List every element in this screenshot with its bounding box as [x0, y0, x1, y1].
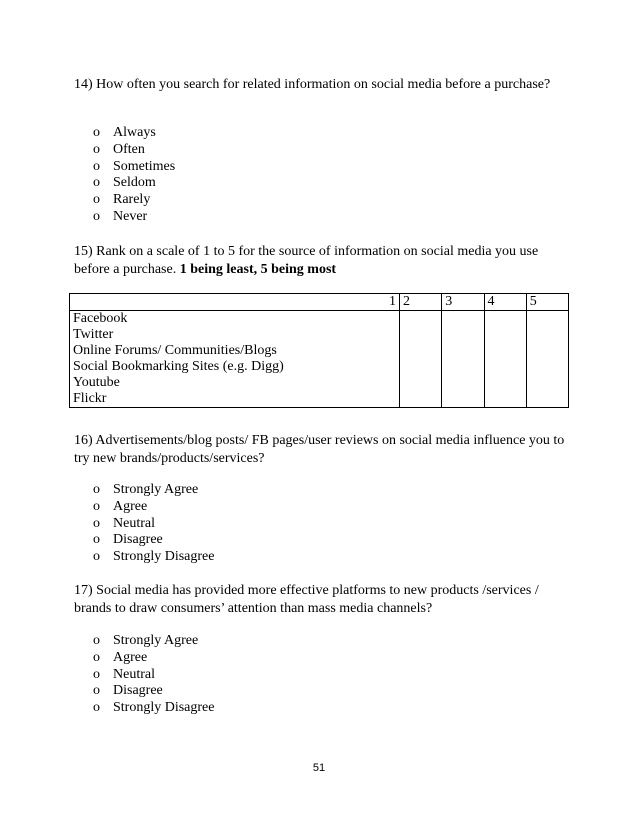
rank-cell[interactable]	[484, 359, 526, 375]
option-item[interactable]: o Sometimes	[93, 158, 176, 174]
rank-cell[interactable]	[400, 311, 442, 328]
table-row	[70, 311, 569, 328]
question-15	[74, 243, 574, 279]
rank-cell[interactable]	[400, 343, 442, 359]
source-label: Flickr	[70, 391, 400, 408]
option-item[interactable]: o Often	[93, 141, 145, 157]
option-item[interactable]: o Agree	[93, 498, 148, 514]
table-row	[70, 359, 569, 375]
rank-cell[interactable]	[442, 343, 484, 359]
rank-cell[interactable]	[526, 327, 568, 343]
option-item[interactable]: o Disagree	[93, 683, 163, 699]
rank-cell[interactable]	[400, 375, 442, 391]
scale-header-3: 3	[442, 294, 484, 311]
source-label: Youtube	[70, 375, 400, 391]
option-item[interactable]: o Disagree	[93, 532, 163, 548]
rank-cell[interactable]	[526, 359, 568, 375]
rank-cell[interactable]	[442, 375, 484, 391]
option-item[interactable]: o Seldom	[93, 175, 156, 191]
option-item[interactable]: o Neutral	[93, 666, 155, 682]
question-14	[74, 76, 574, 94]
rank-cell[interactable]	[484, 375, 526, 391]
ranking-table	[69, 293, 569, 408]
scale-header-4: 4	[484, 294, 526, 311]
option-item[interactable]: o Neutral	[93, 515, 155, 531]
question-15-scale-note: 1 being least, 5 being most	[179, 262, 337, 277]
rank-cell[interactable]	[526, 343, 568, 359]
question-17-text: 17) Social media has provided more effective platforms to new products /services / brands to draw consumers’ attention than mass media channels?	[74, 583, 539, 616]
ranking-header-row	[70, 294, 569, 311]
option-item[interactable]: o Always	[93, 125, 156, 140]
question-14-text: 14) How often you search for related information on social media before a purchase?	[74, 77, 551, 92]
rank-cell[interactable]	[484, 311, 526, 328]
rank-cell[interactable]	[400, 359, 442, 375]
table-row	[70, 391, 569, 408]
source-label: Social Bookmarking Sites (e.g. Digg)	[70, 359, 400, 375]
scale-header-5: 5	[526, 294, 568, 311]
question-16-options	[93, 482, 214, 566]
rank-cell[interactable]	[526, 311, 568, 328]
scale-header-2: 2	[400, 294, 442, 311]
question-16-text: 16) Advertisements/blog posts/ FB pages/user reviews on social media influence you to try new brands/products/services?	[74, 433, 565, 466]
source-label: Online Forums/ Communities/Blogs	[70, 343, 400, 359]
rank-cell[interactable]	[400, 327, 442, 343]
source-label: Twitter	[70, 327, 400, 343]
rank-cell[interactable]	[442, 391, 484, 408]
question-14-options	[93, 125, 175, 226]
source-label: Facebook	[70, 311, 400, 328]
rank-cell[interactable]	[526, 391, 568, 408]
option-item[interactable]: o Strongly Agree	[93, 633, 199, 648]
table-row	[70, 327, 569, 343]
option-item[interactable]: o Strongly Disagree	[93, 700, 215, 716]
page-number: 51	[312, 762, 326, 774]
table-row	[70, 343, 569, 359]
option-item[interactable]: o Never	[93, 208, 148, 224]
table-row	[70, 375, 569, 391]
option-item[interactable]: o Strongly Agree	[93, 482, 199, 497]
question-16	[74, 432, 574, 468]
option-item[interactable]: o Rarely	[93, 192, 151, 208]
rank-cell[interactable]	[484, 343, 526, 359]
option-item[interactable]: o Strongly Disagree	[93, 549, 215, 565]
option-item[interactable]: o Agree	[93, 649, 148, 665]
rank-cell[interactable]	[442, 311, 484, 328]
rank-cell[interactable]	[484, 391, 526, 408]
question-15-text: 15) Rank on a scale of 1 to 5 for the source of information on social media you use before a purchase.	[74, 244, 539, 277]
question-17-options	[93, 633, 214, 717]
rank-cell[interactable]	[400, 391, 442, 408]
question-17	[74, 582, 574, 618]
rank-cell[interactable]	[442, 359, 484, 375]
rank-cell[interactable]	[442, 327, 484, 343]
rank-cell[interactable]	[526, 375, 568, 391]
scale-header-1: 1	[70, 294, 400, 311]
rank-cell[interactable]	[484, 327, 526, 343]
